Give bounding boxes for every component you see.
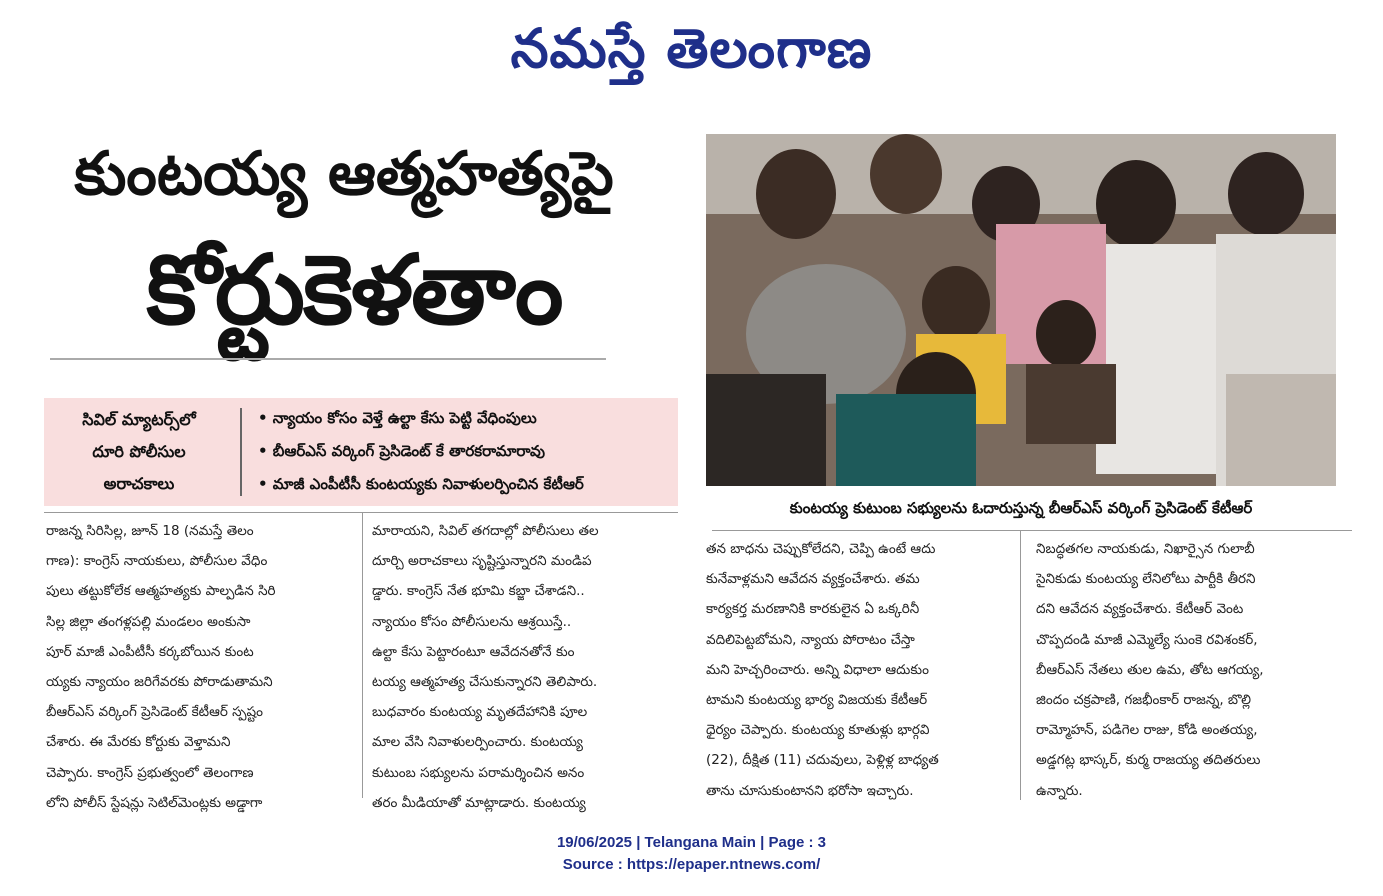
article-line: పులు తట్టుకోలేక ఆత్మహత్యకు పాల్పడిన సిరి [46,583,276,600]
subheading-box [44,398,678,506]
headline-line-2: కోర్టుకెళతాం [146,234,562,346]
article-line: బీఆర్ఎస్ వర్కింగ్ ప్రెసిడెంట్ కేటీఆర్ స్పష్టం [46,704,263,721]
newspaper-masthead: నమస్తే తెలంగాణ [510,16,873,80]
article-line: జిందం చక్రపాణి, గజభీంకార్ రాజన్న, బొల్లి [1036,692,1252,709]
article-line: ఉల్టా కేసు పెట్టారంటూ ఆవేదనతోనే కుం [372,643,575,660]
article-line: డ్డారు. కాంగ్రెస్ నేత భూమి కబ్జా చేశాడని.. [372,583,585,600]
deck-left-line: అరాచకాలు [103,474,175,493]
crowd-photo-illustration [706,134,1336,486]
article-line: ధైర్యం చెప్పారు. కుంటయ్య కూతుళ్లు భార్గవి [706,722,930,739]
headline-divider [50,358,606,360]
article-line: అడ్డగట్ల భాస్కర్, కుర్మ రాజయ్య తదితరులు [1036,752,1261,769]
article-line: తన బాధను చెప్పుకోలేదని, చెప్పి ఉంటే ఆదు [706,541,936,557]
deck-bullet: • బీఆర్ఎస్ వర్కింగ్ ప్రెసిడెంట్ కే తారకరామారావు [258,442,545,460]
article-line: టయ్య ఆత్మహత్య చేసుకున్నారని తెలిపారు. [372,674,598,691]
article-line: సిల్ల జిల్లా తంగళ్లపల్లి మండలం అంకుసా [46,613,251,630]
article-line: మారాయని, సివిల్ తగదాల్లో పోలీసులు తల [372,523,599,539]
deck-left-block [44,398,234,506]
deck-bracket [240,408,260,496]
article-line: రామ్మోహన్, పడిగెల రాజు, కోడి అంతయ్య, [1036,722,1258,739]
photo-caption: కుంటయ్య కుటుంబ సభ్యులను ఓదారుస్తున్న బీఆర్ఎస్ వర్కింగ్ ప్రెసిడెంట్ కేటీఆర్ [789,499,1253,517]
article-line: బీఆర్ఎస్ నేతలు తుల ఉమ, తోట ఆగయ్య, [1036,661,1264,678]
article-line: దూర్చి అరాచకాలు సృష్టిస్తున్నారని మండిప [372,553,592,570]
article-column-3 [706,534,1010,806]
article-line: రాజన్న సిరిసిల్ల, జూన్ 18 (నమస్తే తెలం [46,523,254,539]
article-line: గాణ): కాంగ్రెస్ నాయకులు, పోలీసుల వేధిం [46,553,268,570]
article-line: పూర్ మాజీ ఎంపీటీసీ కర్కబోయిన కుంట [46,643,254,660]
article-line: చొప్పదండి మాజీ ఎమ్మెల్యే సుంకె రవిశంకర్, [1036,631,1258,648]
article-line: (22), దీక్షిత (11) చదువులు, పెళ్లిళ్ల బాధ్యత [706,752,939,769]
article-line: చేశారు. ఈ మేరకు కోర్టుకు వెళ్తామని [46,734,231,751]
deck-bullet: • మాజీ ఎంపీటీసీ కుంటయ్యకు నివాళులర్పించిన కేటీఆర్ [258,475,584,493]
column-divider [362,512,363,798]
news-photo [706,134,1336,486]
article-column-2 [372,516,678,818]
deck-left-line: దూరి పోలీసుల [92,442,186,461]
article-line: దని ఆవేదన వ్యక్తంచేశారు. కేటీఆర్ వెంట [1036,601,1244,618]
article-line: నిబద్ధతగల నాయకుడు, నిఖార్సైన గులాబీ [1036,541,1255,557]
article-line: ఉన్నారు. [1036,782,1083,799]
article-line: బుధవారం కుంటయ్య మృతదేహానికి పూల [372,704,588,721]
page-footer [0,832,1383,876]
footer-source: Source : https://epaper.ntnews.com/ [562,856,821,873]
article-line: వదిలిపెట్టబోమని, న్యాయ పోరాటం చేస్తా [706,631,915,648]
article-column-1 [46,516,350,818]
article-line: య్యకు న్యాయం జరిగేవరకు పోరాడుతామని [46,674,273,691]
deck-left-line: సివిల్ మ్యాటర్స్‌లో [82,410,196,429]
deck-bullet: • న్యాయం కోసం వెళ్తే ఉల్టా కేసు పెట్టి వేధింపులు [258,409,537,427]
article-line: కునేవాళ్లమని ఆవేదన వ్యక్తంచేశారు. తమ [706,571,920,588]
article-line: చెప్పారు. కాంగ్రెస్ ప్రభుత్వంలో తెలంగాణ [46,764,254,781]
article-line: లోని పోలీస్ స్టేషన్లు సెటిల్‌మెంట్లకు అడ్డాగా [46,794,263,811]
article-line: టామని కుంటయ్య భార్య విజయకు కేటీఆర్ [706,692,928,709]
article-line: కార్యకర్త మరణానికి కారకులైన ఏ ఒక్కరినీ [706,601,920,618]
article-line: మాల వేసి నివాళులర్పించారు. కుంటయ్య [372,734,583,751]
column-top-rule [712,530,1352,531]
article-line: న్యాయం కోసం పోలీసులను ఆశ్రయిస్తే.. [372,613,572,630]
deck-bullet-list [258,402,678,501]
article-line: కుటుంబ సభ్యులను పరామర్శించిన అనం [372,764,585,781]
article-line: తాను చూసుకుంటానని భరోసా ఇచ్చారు. [706,782,914,799]
article-line: మని హెచ్చరించారు. అన్ని విధాలా ఆదుకుం [706,661,929,678]
headline-line-1: కుంటయ్య ఆత్మహత్యపై [74,139,614,209]
article-column-4 [1036,534,1344,806]
footer-date-page: 19/06/2025 | Telangana Main | Page : 3 [556,834,827,851]
column-divider [1020,530,1021,800]
article-line: సైనికుడు కుంటయ్య లేనిలోటు పార్టీకి తీరని [1036,571,1256,588]
column-top-rule [44,512,678,513]
article-line: తరం మీడియాతో మాట్లాడారు. కుంటయ్య [372,794,586,811]
